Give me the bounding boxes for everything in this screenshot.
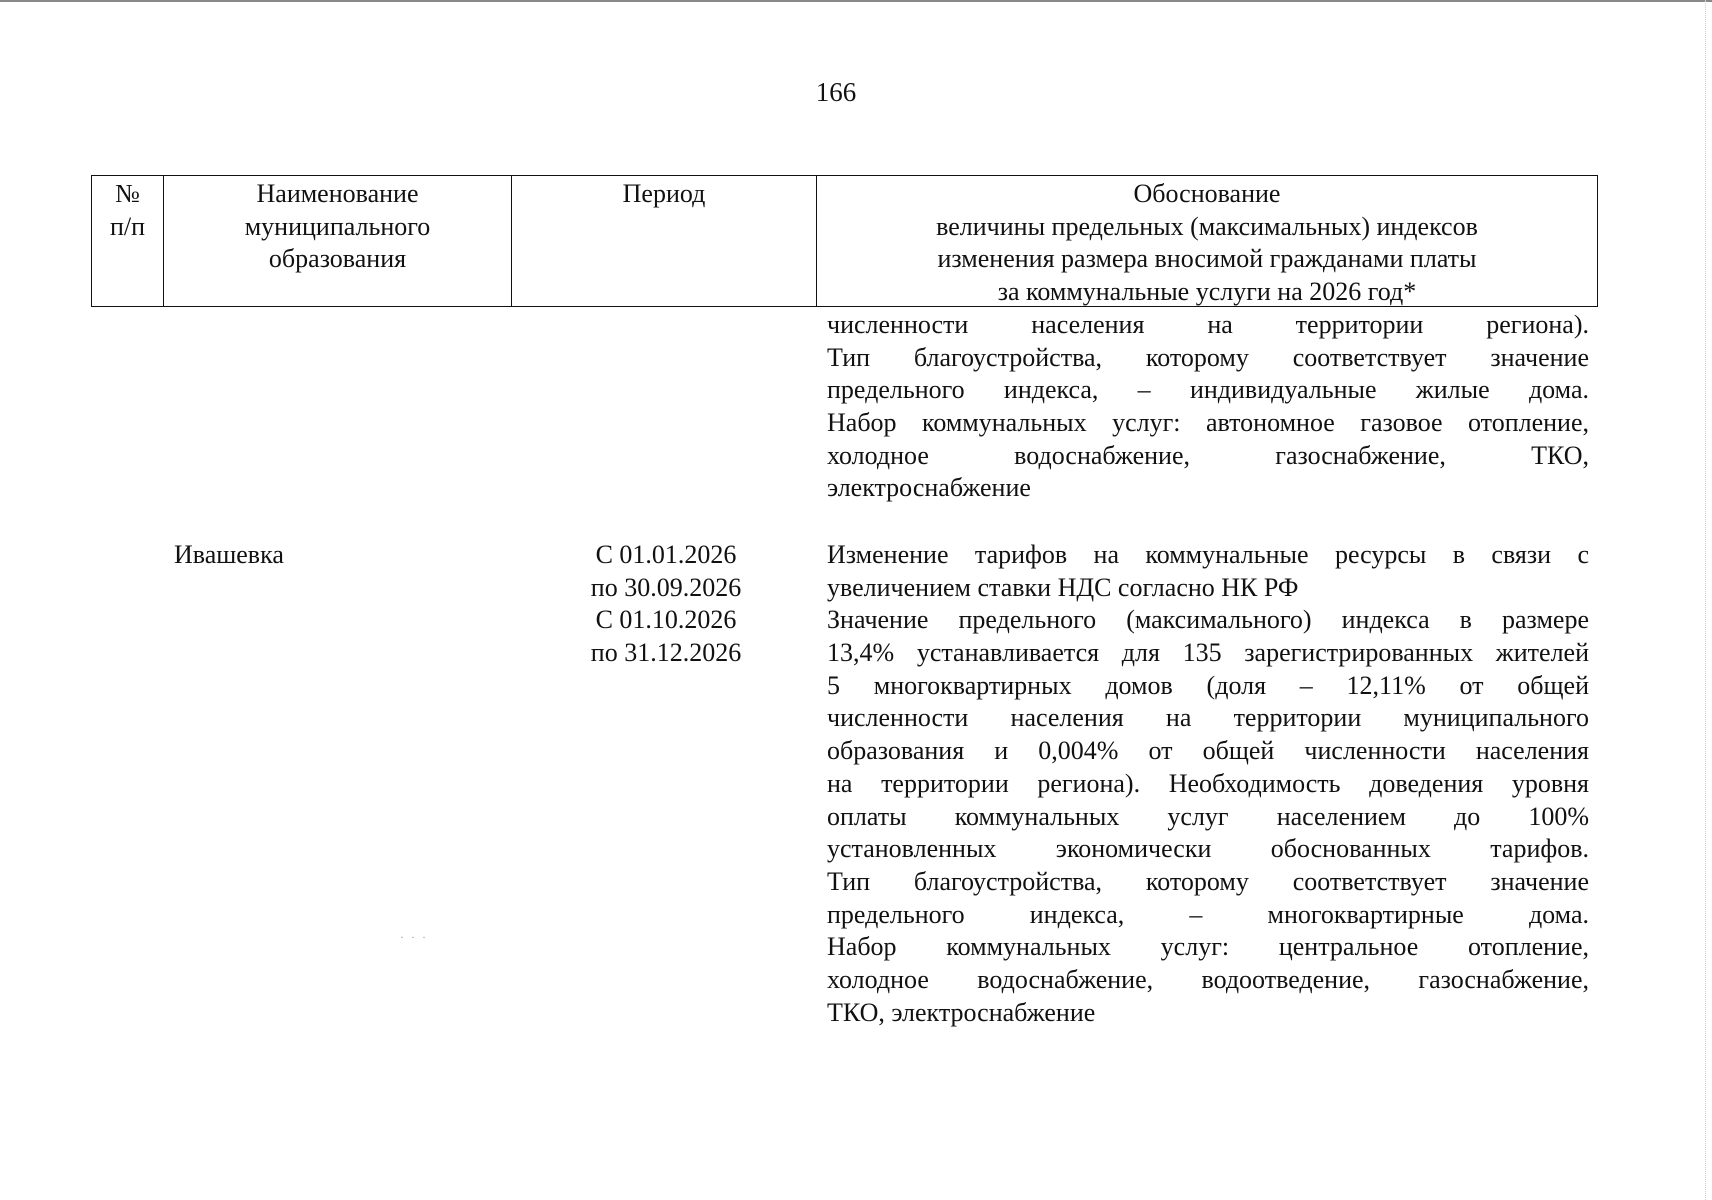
- header-col-reason: [817, 176, 1597, 306]
- header-col-number: [92, 176, 164, 306]
- continuation-reason-text: [827, 309, 1589, 505]
- reason-line: численности населения на территории муниципального: [827, 703, 1589, 733]
- reason-line: оплаты коммунальных услуг населением до 100%: [827, 801, 1589, 831]
- reason-line: 13,4% устанавливается для 135 зарегистрированных жителей: [827, 638, 1589, 668]
- header-col-reason-line: изменения размера вносимой гражданами платы: [937, 244, 1477, 273]
- top-border-line: [0, 0, 1712, 2]
- reason-line: Набор коммунальных услуг: центральное отопление,: [827, 932, 1589, 962]
- header-col-name-line: муниципального: [244, 211, 431, 241]
- reason-line: холодное водоснабжение, газоснабжение, ТКО,: [827, 440, 1589, 470]
- table-header: [91, 175, 1598, 307]
- period-cell: [560, 539, 772, 670]
- reason-line: холодное водоснабжение, водоотведение, газоснабжение,: [827, 964, 1589, 994]
- municipality-name: Ивашевка: [174, 540, 284, 569]
- scan-right-edge: [1704, 0, 1706, 1200]
- header-col-number-line: №: [115, 179, 140, 208]
- reason-line: на территории региона). Необходимость доведения уровня: [827, 768, 1589, 798]
- reason-line: предельного индекса, – индивидуальные жилые дома.: [827, 375, 1589, 405]
- header-col-reason-line: Обоснование: [1133, 179, 1281, 208]
- reason-line: образования и 0,004% от общей численности населения: [827, 736, 1589, 766]
- header-col-period-line: Период: [622, 179, 706, 208]
- header-col-name-line: образования: [268, 244, 407, 273]
- reason-line: предельного индекса, – многоквартирные дома.: [827, 899, 1589, 929]
- period-line: по 31.12.2026: [590, 638, 742, 668]
- reason-line: электроснабжение: [827, 473, 1031, 503]
- header-col-reason-line: за коммунальные услуги на 2026 год*: [997, 276, 1417, 306]
- reason-cell: [827, 539, 1589, 1029]
- reason-line: 5 многоквартирных домов (доля – 12,11% от общей: [827, 670, 1589, 700]
- header-col-number-line: п/п: [109, 211, 146, 241]
- reason-line: численности населения на территории региона).: [827, 310, 1589, 339]
- reason-line: Тип благоустройства, которому соответствует значение: [827, 866, 1589, 896]
- header-col-name: [164, 176, 512, 306]
- header-col-reason-line: величины предельных (максимальных) индексов: [936, 211, 1478, 241]
- reason-line: Значение предельного (максимального) индекса в размере: [827, 605, 1589, 635]
- page-number: 166: [815, 77, 857, 107]
- reason-line: Набор коммунальных услуг: автономное газовое отопление,: [827, 408, 1589, 438]
- reason-line: Тип благоустройства, которому соответствует значение: [827, 342, 1589, 372]
- reason-line: Изменение тарифов на коммунальные ресурсы в связи с: [827, 540, 1589, 569]
- header-col-period: [512, 176, 817, 306]
- reason-line: установленных экономически обоснованных тарифов.: [827, 834, 1589, 864]
- period-line: С 01.01.2026: [595, 540, 737, 569]
- scan-artifact: · · ·: [400, 930, 428, 944]
- header-col-name-line: Наименование: [256, 179, 419, 208]
- period-line: по 30.09.2026: [590, 572, 742, 602]
- period-line: С 01.10.2026: [595, 605, 737, 635]
- reason-line: ТКО, электроснабжение: [827, 997, 1096, 1027]
- reason-line: увеличением ставки НДС согласно НК РФ: [827, 572, 1299, 602]
